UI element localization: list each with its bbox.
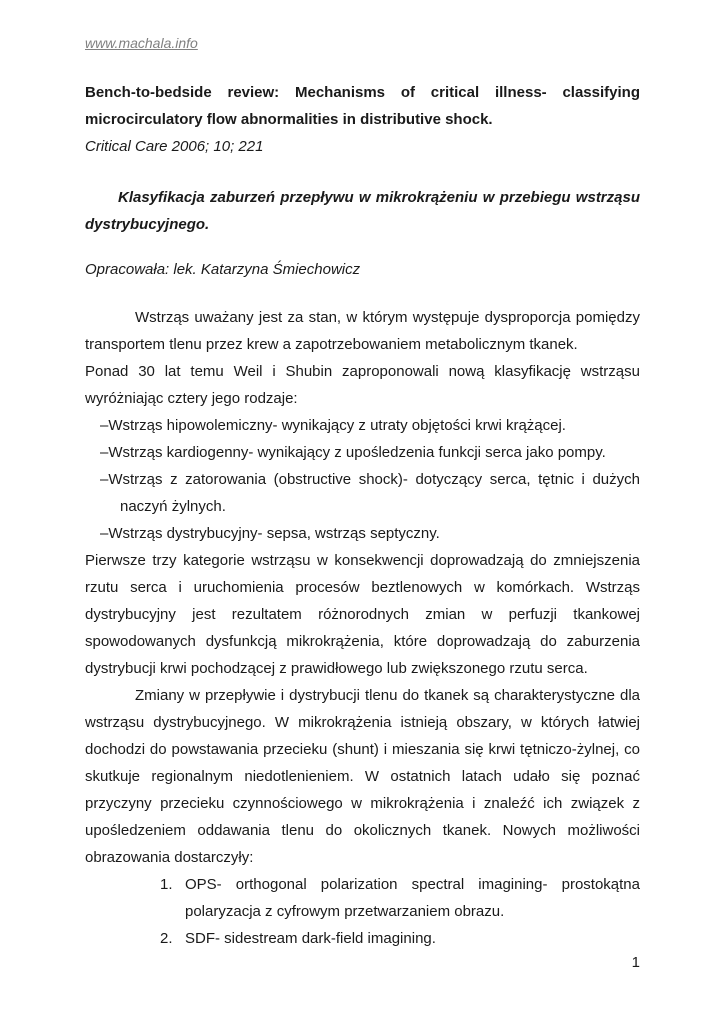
list-item: –Wstrząs hipowolemiczny- wynikający z utraty objętości krwi krążącej. bbox=[100, 417, 566, 434]
paragraph-classification: Ponad 30 lat temu Weil i Shubin zaproponowali nową klasyfikację wstrząsu wyróżniając cztery jego rodzaje: bbox=[85, 363, 640, 407]
list-item-number: 1. bbox=[160, 876, 173, 893]
paragraph-intro: Wstrząs uważany jest za stan, w którym występuje dysproporcja pomiędzy transportem tlenu przez krew a zapotrzebowaniem metabolicznym tkanek. bbox=[85, 309, 640, 353]
header-row bbox=[85, 30, 640, 79]
citation: Critical Care 2006; 10; 221 bbox=[85, 138, 264, 155]
list-item bbox=[160, 871, 640, 925]
paragraph-distribution: Zmiany w przepływie i dystrybucji tlenu do tkanek są charakterystyczne dla wstrząsu dystrybucyjnego. W mikrokrążenia istnieją obszary, w których łatwiej dochodzi do powstawania przecieku (shunt) i mieszania się krwi tętniczo-żylnej, co skutkuje regionalnym niedotlenieniem. W ostatnich latach udało się poznać przyczyny przecieku czynnościowego w mikrokrążenia i znaleźć ich związek z upośledzeniem oddawania tlenu do okolicznych tkanek. Nowych możliwości obrazowania dostarczyły: bbox=[85, 687, 640, 866]
list-item: –Wstrząs dystrybucyjny- sepsa, wstrząs septyczny. bbox=[100, 525, 440, 542]
list-item: –Wstrząs kardiogenny- wynikający z upośledzenia funkcji serca jako pompy. bbox=[100, 444, 606, 461]
list-item-text: OPS- orthogonal polarization spectral imagining- prostokątna polaryzacja z cyfrowym przetwarzaniem obrazu. bbox=[185, 876, 640, 920]
shock-types-list bbox=[85, 412, 640, 547]
paragraph-categories: Pierwsze trzy kategorie wstrząsu w konsekwencji doprowadzają do zmniejszenia rzutu serca i uruchomienia procesów beztlenowych w komórkach. Wstrząs dystrybucyjny jest rezultatem różnorodnych zmian w perfuzji tkankowej spowodowanych dysfunkcją mikrokrążenia, które doprowadzają do zaburzenia dystrybucji krwi pochodzącej z prawidłowego lub zwiększonego rzutu serca. bbox=[85, 552, 640, 677]
list-item bbox=[160, 925, 640, 952]
list-item: –Wstrząs z zatorowania (obstructive shock)- dotyczący serca, tętnic i dużych naczyń żylnych. bbox=[100, 471, 640, 515]
list-item-text: SDF- sidestream dark-field imagining. bbox=[185, 930, 436, 947]
list-item-number: 2. bbox=[160, 930, 173, 947]
author-line: Opracowała: lek. Katarzyna Śmiechowicz bbox=[85, 261, 361, 278]
page-number: 1 bbox=[631, 954, 640, 971]
document-title: Bench-to-bedside review: Mechanisms of critical illness- classifying microcirculatory flow abnormalities in distributive shock. bbox=[85, 84, 640, 128]
website-link[interactable]: www.machala.info bbox=[85, 35, 198, 51]
imaging-methods-list bbox=[85, 871, 640, 952]
polish-title: Klasyfikacja zaburzeń przepływu w mikrokrążeniu w przebiegu wstrząsu dystrybucyjnego. bbox=[85, 189, 640, 233]
